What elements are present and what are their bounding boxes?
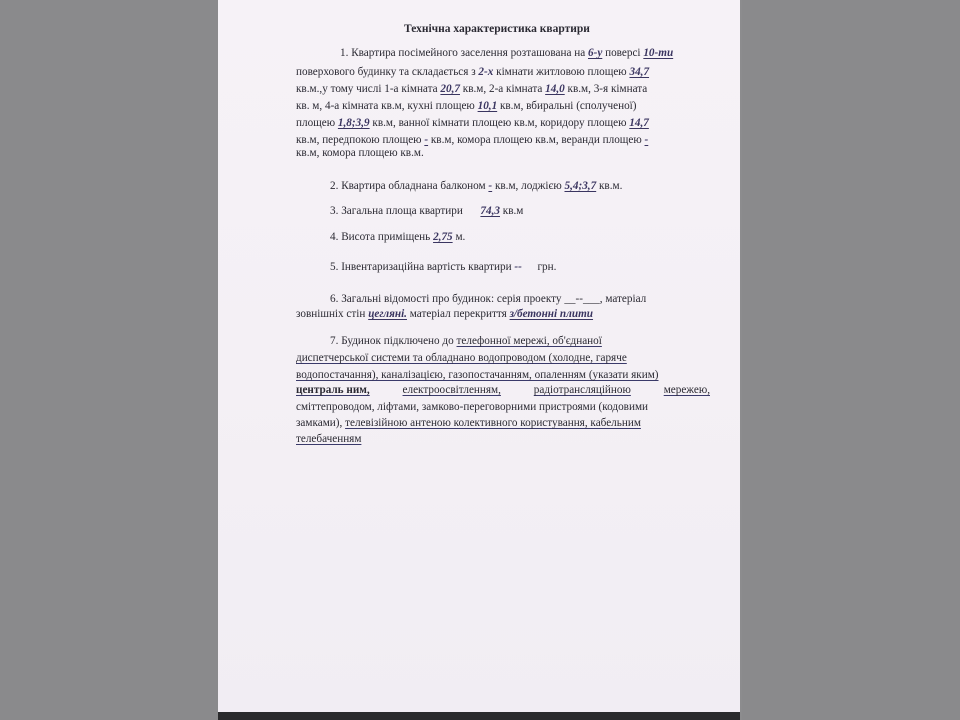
height-value: 2,75 [433, 231, 453, 243]
text: радіотрансляційною [533, 384, 631, 396]
item1-line1 [340, 46, 673, 61]
veranda-value: - [644, 134, 649, 146]
text: кв.м. [598, 180, 623, 192]
item1-line5 [296, 116, 649, 131]
item1-line7: кв.м, комора площею кв.м. [296, 147, 424, 159]
text: телефонної мережі, об'єднаної [456, 335, 602, 347]
text: зовнішніх стін [296, 308, 366, 320]
text: електроосвітленням, [402, 384, 501, 396]
text: кв.м, 2-а кімната [462, 83, 543, 95]
item4 [330, 230, 465, 245]
item5 [330, 260, 556, 275]
text: площею [296, 117, 336, 129]
text: 1. Квартира посімейного заселення розташована на [340, 47, 586, 59]
series-value: __--___ [564, 293, 600, 305]
text: мережею, [663, 384, 710, 396]
document-page [218, 0, 740, 712]
floor-value: 6-у [588, 47, 603, 59]
text: грн. [537, 261, 557, 273]
text: кв.м [502, 205, 524, 217]
text: кв.м, лоджією [494, 180, 562, 192]
text: 7. Будинок підключено до [330, 335, 454, 347]
text: кв. м, 4-а кімната кв.м, кухні площею [296, 100, 475, 112]
text: 3. Загальна площа квартири [330, 205, 463, 217]
item7-line3: водопостачання), каналізацією, газопостачанням, опаленням (указати яким) [296, 369, 659, 381]
hallway-value: - [424, 134, 429, 146]
loggia-value: 5,4;3,7 [564, 180, 597, 192]
text: м. [455, 231, 466, 243]
total-area-value: 74,3 [480, 205, 500, 217]
floors-total-value: 10-ти [643, 47, 674, 59]
item6-line1 [330, 292, 646, 307]
inventory-value: -- [514, 261, 522, 273]
text: кв.м, передпокою площею [296, 134, 422, 146]
left-background [0, 0, 218, 720]
item3 [330, 204, 523, 219]
item7-line6 [296, 416, 641, 431]
text: 5. Інвентаризаційна вартість квартири [330, 261, 512, 273]
text: кв.м, ванної кімнати площею кв.м, коридору площею [372, 117, 627, 129]
item1-line2 [296, 65, 649, 80]
text: 6. Загальні відомості про будинок: серія проекту [330, 293, 562, 305]
text: кв.м, 3-я кімната [567, 83, 648, 95]
living-area-value: 34,7 [629, 66, 650, 78]
text: матеріал перекриття [409, 308, 507, 320]
item7-line5: сміттепроводом, ліфтами, замково-переговорними пристроями (кодовими [296, 401, 649, 413]
room1-value: 20,7 [440, 83, 460, 95]
room2-value: 14,0 [545, 83, 565, 95]
rooms-value: 2-х [478, 66, 494, 78]
text: централь ним, [296, 384, 370, 396]
item7-line4 [296, 383, 710, 398]
floor-slabs-value: з/бетонні плити [509, 308, 594, 320]
text: замками), [296, 417, 343, 429]
text: кв.м, комора площею кв.м, веранди площею [430, 134, 642, 146]
bathroom-value: 1,8;3,9 [337, 117, 370, 129]
item2 [330, 179, 622, 194]
text: кімнати житловою площею [496, 66, 627, 78]
text: поверсі [605, 47, 641, 59]
corridor-value: 14,7 [629, 117, 649, 129]
document-title: Технічна характеристика квартири [404, 23, 590, 35]
item6-line2 [296, 307, 593, 322]
kitchen-value: 10,1 [477, 100, 498, 112]
text: телевізійною антеною колективного користування, кабельним [345, 417, 641, 429]
text: поверхового будинку та складається з [296, 66, 476, 78]
right-background [742, 0, 960, 720]
text: кв.м.,у тому числі 1-а кімната [296, 83, 438, 95]
item7-line1 [330, 334, 602, 349]
text: , матеріал [599, 293, 647, 305]
walls-value: цегляні. [368, 308, 407, 320]
text: кв.м, вбиральні (сполученої) [499, 100, 637, 112]
page-bottom-edge [218, 712, 740, 720]
text: 2. Квартира обладнана балконом [330, 180, 486, 192]
item7-line2: диспетчерської системи та обладнано водопроводом (холодне, гаряче [296, 352, 627, 364]
balcony-value: - [488, 180, 493, 192]
item1-line4 [296, 99, 637, 114]
item7-line7: телебаченням [296, 433, 362, 445]
item1-line3 [296, 82, 647, 97]
text: 4. Висота приміщень [330, 231, 431, 243]
